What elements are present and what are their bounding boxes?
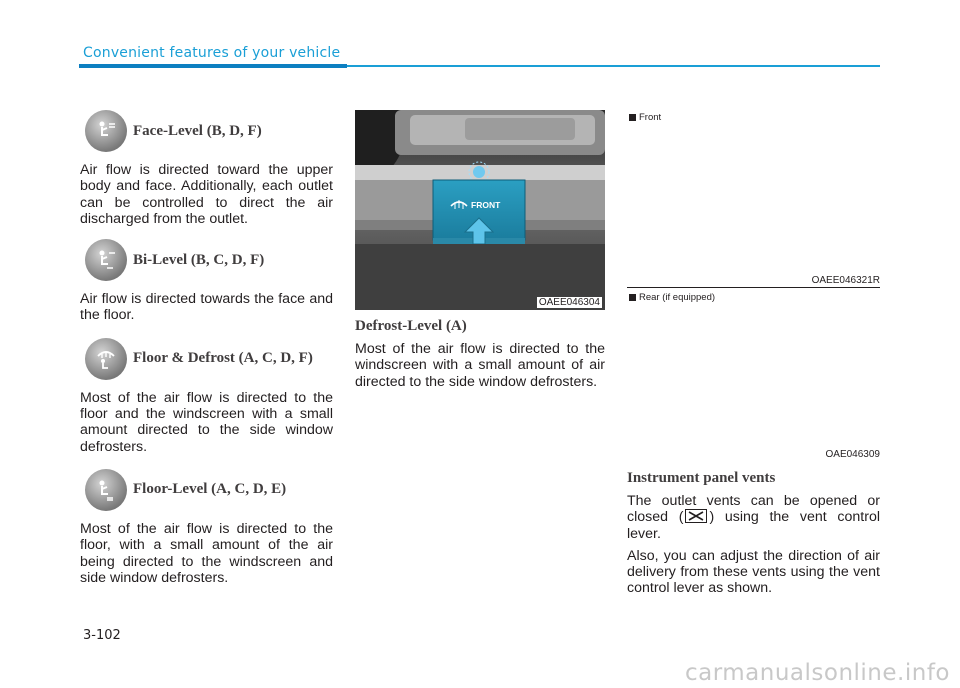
mode-column	[80, 110, 333, 586]
mode-heading-face-level	[80, 110, 333, 152]
bi-level-icon	[85, 239, 127, 281]
mode-heading-floor-defrost	[80, 338, 333, 380]
header-rule-light	[347, 65, 880, 67]
mode-description: Most of the air flow is directed to the floor, with a small amount of the air being directed to the windscreen and side window defrosters.	[80, 520, 333, 586]
figure-code: OAEE046304	[538, 297, 600, 308]
figure-label-text: Rear (if equipped)	[639, 292, 716, 303]
mode-title: Floor-Level (A, C, D, E)	[133, 481, 287, 498]
defrost-description: Most of the air flow is directed to the windscreen with a small amount of air directed to the side window defrosters.	[355, 341, 605, 390]
vent-closed-icon	[685, 509, 707, 523]
front-vent-figure	[627, 110, 880, 286]
defrost-column	[355, 110, 605, 390]
header-rule-dark	[79, 64, 347, 68]
face-level-icon	[85, 110, 127, 152]
climate-panel-illustration	[355, 110, 605, 310]
mode-title: Bi-Level (B, C, D, F)	[133, 251, 265, 268]
floor-level-icon	[85, 469, 127, 511]
mode-title: Face-Level (B, D, F)	[133, 122, 262, 139]
mode-description: Air flow is directed toward the upper body and face. Additionally, each outlet can be controlled to direct the air discharged from the outlet.	[80, 162, 333, 227]
figure-label-text: Front	[639, 112, 662, 123]
vent-text-before: The outlet vents can be opened or closed (	[627, 493, 880, 526]
chapter-header: Convenient features of your vehicle	[83, 45, 341, 61]
figure-code: OAEE046321R	[811, 275, 880, 286]
instrument-vents-paragraph-2: Also, you can adjust the direction of air delivery from these vents using the vent control lever as shown.	[627, 547, 880, 597]
vent-text-after: ) using the vent control lever.	[627, 509, 880, 542]
mode-heading-bi-level	[80, 239, 333, 281]
mode-title: Floor & Defrost (A, C, D, F)	[133, 350, 313, 367]
figure-label	[629, 112, 661, 123]
figure-label	[629, 292, 715, 303]
front-button-label: FRONT	[471, 200, 501, 210]
instrument-vents-title: Instrument panel vents	[627, 470, 776, 486]
rear-vent-figure	[627, 290, 880, 460]
figure-code: OAE046309	[825, 449, 880, 460]
instrument-vents-paragraph	[627, 493, 880, 542]
floor-defrost-icon	[85, 338, 127, 380]
defrost-button-photo	[355, 110, 605, 310]
defrost-title: Defrost-Level (A)	[355, 318, 467, 334]
vents-column	[627, 110, 880, 597]
mode-description: Most of the air flow is directed to the floor and the windscreen with a small amount directed to the side window defrosters.	[80, 389, 333, 455]
bullet-square-icon	[629, 294, 636, 301]
bullet-square-icon	[629, 114, 636, 121]
mode-description: Air flow is directed towards the face and the floor.	[80, 291, 333, 324]
page-number: 3-102	[83, 628, 121, 643]
figure-divider	[627, 287, 880, 288]
mode-heading-floor-level	[80, 469, 333, 511]
watermark: carmanualsonline.info	[684, 660, 950, 686]
